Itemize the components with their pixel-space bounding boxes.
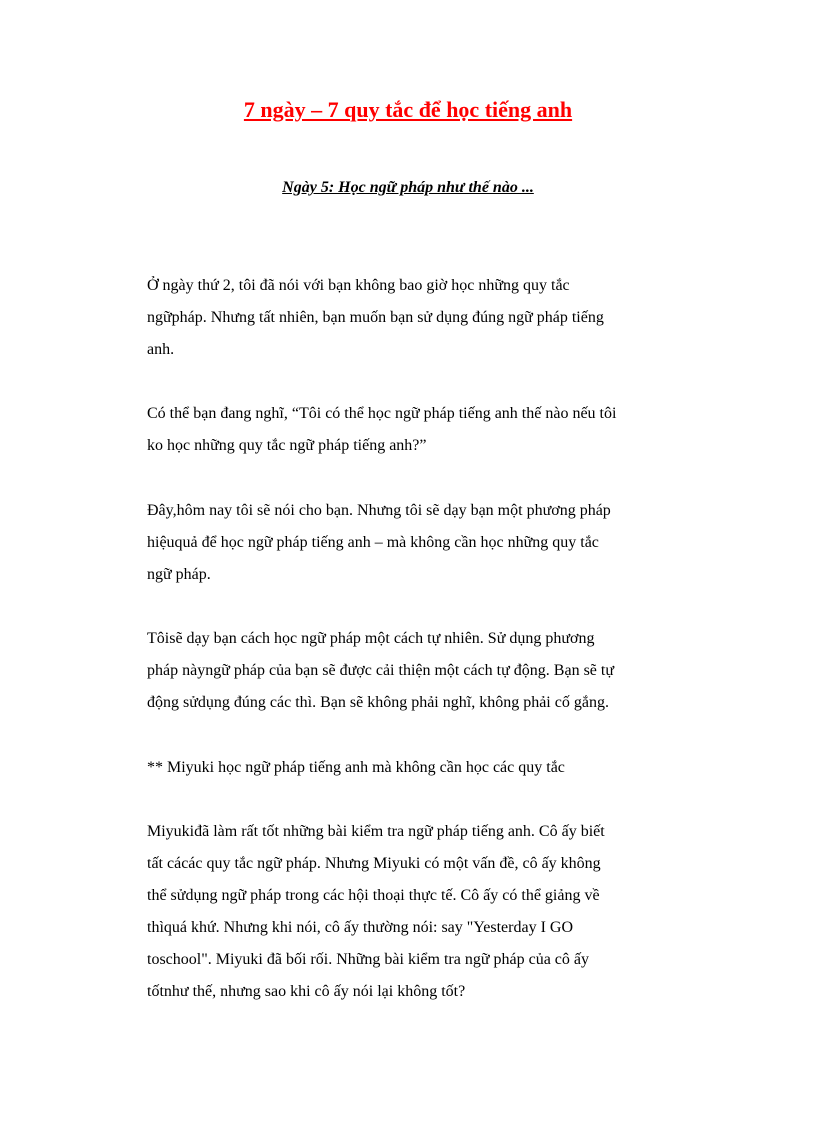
paragraph-4-line-1: Tôisẽ dạy bạn cách học ngữ pháp một cách tự nhiên. Sử dụng phương [147,630,595,647]
paragraph-4-line-2: pháp nàyngữ pháp của bạn sẽ được cải thiện một cách tự động. Bạn sẽ tự [147,662,615,679]
paragraph-5-line-1: ** Miyuki học ngữ pháp tiếng anh mà không cần học các quy tắc [147,759,565,776]
paragraph-1-line-1: Ở ngày thứ 2, tôi đã nói với bạn không bao giờ học những quy tắc [147,277,570,294]
paragraph-3-line-1: Đây,hôm nay tôi sẽ nói cho bạn. Nhưng tôi sẽ dạy bạn một phương pháp [147,502,611,519]
document-title: 7 ngày – 7 quy tắc để học tiếng anh [243,97,573,122]
paragraph-6-line-1: Miyukiđã làm rất tốt những bài kiểm tra ngữ pháp tiếng anh. Cô ấy biết [147,823,605,840]
paragraph-6-line-3: thể sửdụng ngữ pháp trong các hội thoại thực tế. Cô ấy có thể giảng về [147,887,600,904]
paragraph-6-line-2: tất cácác quy tắc ngữ pháp. Nhưng Miyuki có một vấn đề, cô ấy không [147,855,601,872]
paragraph-4-line-3: động sửdụng đúng các thì. Bạn sẽ không phải nghĩ, không phải cố gắng. [147,694,609,711]
document-subtitle: Ngày 5: Học ngữ pháp như thế nào ... [282,179,534,196]
paragraph-1-line-3: anh. [147,341,175,358]
paragraph-3-line-3: ngữ pháp. [147,566,211,583]
paragraph-2-line-2: ko học những quy tắc ngữ pháp tiếng anh?” [147,437,427,454]
paragraph-6-line-4: thìquá khứ. Nhưng khi nói, cô ấy thường nói: say "Yesterday I GO [147,919,574,936]
paragraph-6-line-5: toschool". Miyuki đã bối rối. Những bài kiểm tra ngữ pháp của cô ấy [147,951,590,968]
paragraph-1-line-2: ngữpháp. Nhưng tất nhiên, bạn muốn bạn sử dụng đúng ngữ pháp tiếng [147,309,604,326]
paragraph-2-line-1: Có thể bạn đang nghĩ, “Tôi có thể học ngữ pháp tiếng anh thế nào nếu tôi [147,405,617,422]
paragraph-3-line-2: hiệuquả để học ngữ pháp tiếng anh – mà không cần học những quy tắc [147,534,599,551]
paragraph-6-line-6: tốtnhư thế, nhưng sao khi cô ấy nói lại không tốt? [147,983,466,1000]
